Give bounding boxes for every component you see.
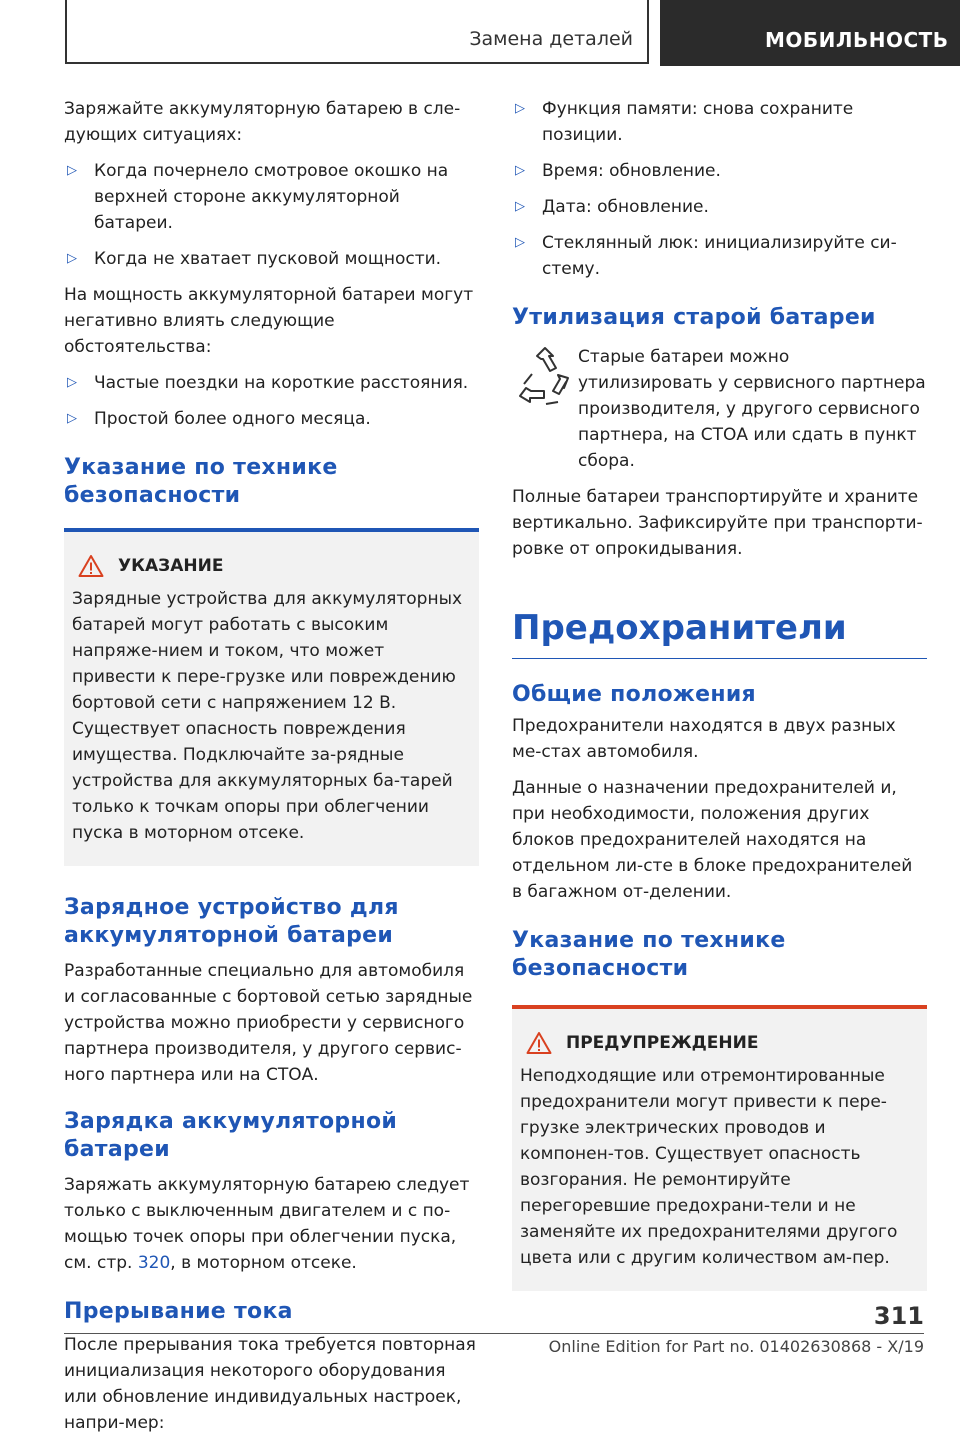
chapter-title: МОБИЛЬНОСТЬ [765,28,949,52]
general-text: Предохранители находятся в двух разных ме-стах автомобиля. [512,716,896,762]
header-chapter-tab [660,0,960,66]
list-item: ▷ Дата: обновление. [512,194,927,220]
list-item: ▷ Простой более одного месяца. [64,406,479,432]
fuses-heading: Предохранители [512,608,847,648]
edition-text: Online Edition for Part no. 01402630868 - X/19 [548,1337,924,1356]
interrupt-text: После прерывания тока требуется повторная инициализация некоторого оборудования или обновление индивидуальных настроек, напри-мер: [64,1335,476,1433]
warning-title: ПРЕДУПРЕЖДЕНИЕ [566,1033,759,1053]
bullet-triangle-icon: ▷ [67,375,77,390]
list-item: ▷ Время: обновление. [512,158,927,184]
intro-text: Заряжайте аккумуляторную батарею в сле-дующих ситуациях: [64,99,461,145]
bullet-triangle-icon: ▷ [515,101,525,116]
recycle-icon [512,344,578,424]
list-item: ▷ Когда почернело смотровое окошко на верхней стороне аккумуляторной батареи. [64,158,479,236]
left-column [64,96,479,1436]
warning-triangle-icon [526,1031,552,1055]
warning-text: Неподходящие или отремонтированные предохранители могут привести к пере-грузке электрических проводов и компонен-тов. Существует опасность возгорания. Не ремонтируйте перегоревшие предохрани-тели и не заменяйте их предохранителями другого цвета или с другим количеством ам-пер. [520,1066,898,1268]
right-column [512,96,927,1291]
charging-text: Заряжать аккумуляторную батарею следует только с выключенным двигателем и с по-мощью точек опоры при облегчении пуска, см. стр. 320, в моторном отсеке. [64,1175,470,1273]
heading-rule [512,658,927,659]
general-text-2: Данные о назначении предохранителей и, при необходимости, положения других блоков предохранителей находятся на отдельном ли-сте в блоке предохранителей в багажном от-делении. [512,778,913,902]
charger-text: Разработанные специально для автомобиля и согласованные с бортовой сетью зарядные устройства можно приобрести у сервисного партнера производителя, у другого сервис-ного партнера или на СТОА. [64,961,473,1085]
warning-triangle-icon [78,554,104,578]
interrupt-heading: Прерывание тока [64,1299,293,1324]
charger-heading: Зарядное устройство для аккумуляторной батареи [64,895,399,948]
notice-text: Зарядные устройства для аккумуляторных батарей могут работать с высоким напряже-нием и током, что может привести к пере-грузке или повреждению бортовой сети с напряжением 12 В. Существует опасность повреждения имущества. Подключайте за-рядные устройства для аккумуляторных ба-тарей только к точкам опоры при облегчении пуска в моторном отсеке. [72,589,463,843]
disposal-text: Старые батареи можно утилизировать у сервисного партнера производителя, у другого сервисного партнера, на СТОА или сдать в пункт сбора. [578,347,926,471]
list-item: ▷ Когда не хватает пусковой мощности. [64,246,479,272]
notice-box [64,528,479,866]
notice-title: УКАЗАНИЕ [118,556,224,576]
bullet-list-1 [64,158,479,272]
bullet-triangle-icon: ▷ [67,411,77,426]
bullet-triangle-icon: ▷ [67,163,77,178]
page-link[interactable]: 320 [137,1253,171,1273]
bullet-triangle-icon: ▷ [67,251,77,266]
bullet-list-3 [512,96,927,282]
paragraph: На мощность аккумуляторной батареи могут негативно влиять следующие обстоятельства: [64,285,474,357]
warning-box [512,1005,927,1291]
list-item: ▷ Частые поездки на короткие расстояния. [64,370,479,396]
section-title: Замена деталей [469,28,633,50]
bullet-triangle-icon: ▷ [515,235,525,250]
list-item: ▷ Функция памяти: снова сохраните позиции. [512,96,927,148]
fuses-safety-heading: Указание по технике безопасности [512,928,786,981]
page-number: 311 [873,1302,924,1330]
disposal-heading: Утилизация старой батареи [512,305,876,330]
charging-heading: Зарядка аккумуляторной батареи [64,1109,398,1162]
header-section-tab [65,0,649,64]
safety-heading: Указание по технике безопасности [64,455,338,508]
bullet-triangle-icon: ▷ [515,199,525,214]
general-heading: Общие положения [512,682,756,707]
list-item: ▷ Стеклянный люк: инициализируйте си-стему. [512,230,927,282]
bullet-list-2 [64,370,479,432]
bullet-triangle-icon: ▷ [515,163,525,178]
footer-rule [64,1333,924,1334]
disposal-text-2: Полные батареи транспортируйте и храните вертикально. Зафиксируйте при транспорти-ровке от опрокидывания. [512,487,923,559]
